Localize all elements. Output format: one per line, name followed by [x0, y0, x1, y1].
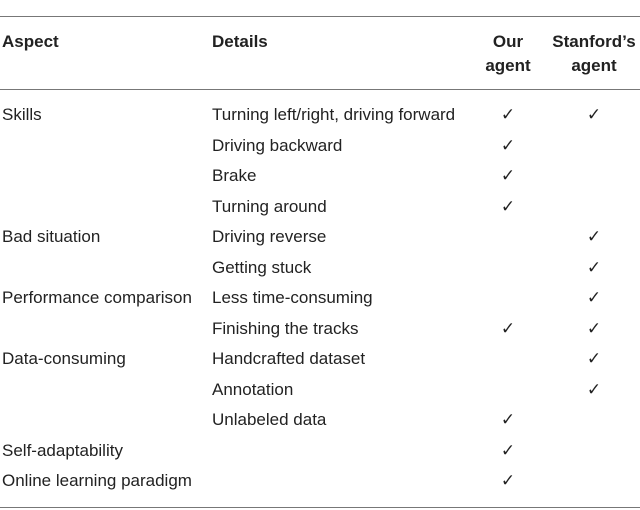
table-row [0, 314, 640, 345]
aspect-cell: Online learning paradigm [2, 471, 192, 490]
header-our-agent [470, 30, 546, 78]
stanford-agent-check: ✓ [586, 105, 602, 125]
stanford-agent-check: ✓ [586, 227, 602, 247]
header-stanford-agent-line2: agent [571, 56, 617, 75]
aspect-cell: Bad situation [2, 227, 101, 246]
details-cell: Less time-consuming [212, 288, 373, 307]
table-row [0, 405, 640, 436]
our-agent-check: ✓ [500, 135, 516, 156]
table-row [0, 283, 640, 314]
details-cell: Handcrafted dataset [212, 349, 366, 368]
stanford-agent-check: ✓ [586, 349, 602, 369]
table-row [0, 466, 640, 497]
details-cell: Getting stuck [212, 257, 312, 277]
our-agent-check: ✓ [500, 318, 516, 339]
header-bottom-rule [0, 89, 640, 90]
our-agent-check: ✓ [500, 410, 516, 430]
aspect-cell: Data-consuming [2, 349, 126, 368]
details-cell: Unlabeled data [212, 410, 327, 429]
table-row [0, 131, 640, 162]
details-cell: Driving reverse [212, 227, 327, 246]
header-aspect: Aspect [2, 32, 59, 51]
table-row [0, 222, 640, 253]
details-cell: Turning around [212, 196, 327, 216]
table-top-rule [0, 16, 640, 17]
header-our-agent-line2: agent [485, 56, 531, 75]
table-row [0, 161, 640, 192]
our-agent-check: ✓ [500, 105, 516, 125]
table-body [0, 100, 640, 497]
our-agent-check: ✓ [500, 166, 516, 186]
table-row [0, 344, 640, 375]
stanford-agent-check: ✓ [586, 379, 602, 400]
details-cell: Turning left/right, driving forward [212, 105, 456, 124]
table-row [0, 100, 640, 131]
table-row [0, 192, 640, 223]
our-agent-check: ✓ [500, 471, 516, 491]
table-row [0, 436, 640, 467]
table-row [0, 253, 640, 284]
header-stanford-agent [548, 30, 640, 78]
details-cell: Driving backward [212, 135, 343, 155]
table-bottom-rule [0, 507, 640, 508]
aspect-cell: Skills [2, 105, 42, 124]
aspect-cell: Self-adaptability [2, 440, 123, 460]
our-agent-check: ✓ [500, 196, 516, 217]
header-stanford-agent-line1: Stanford’s [552, 32, 636, 51]
header-our-agent-line1: Our [492, 32, 524, 51]
aspect-cell: Performance comparison [2, 288, 192, 307]
table-row [0, 375, 640, 406]
details-cell: Brake [212, 166, 257, 185]
details-cell: Finishing the tracks [212, 318, 359, 338]
stanford-agent-check: ✓ [586, 288, 602, 308]
header-details: Details [212, 32, 268, 51]
our-agent-check: ✓ [500, 440, 516, 461]
stanford-agent-check: ✓ [586, 257, 602, 278]
stanford-agent-check: ✓ [586, 318, 602, 339]
details-cell: Annotation [212, 379, 294, 399]
